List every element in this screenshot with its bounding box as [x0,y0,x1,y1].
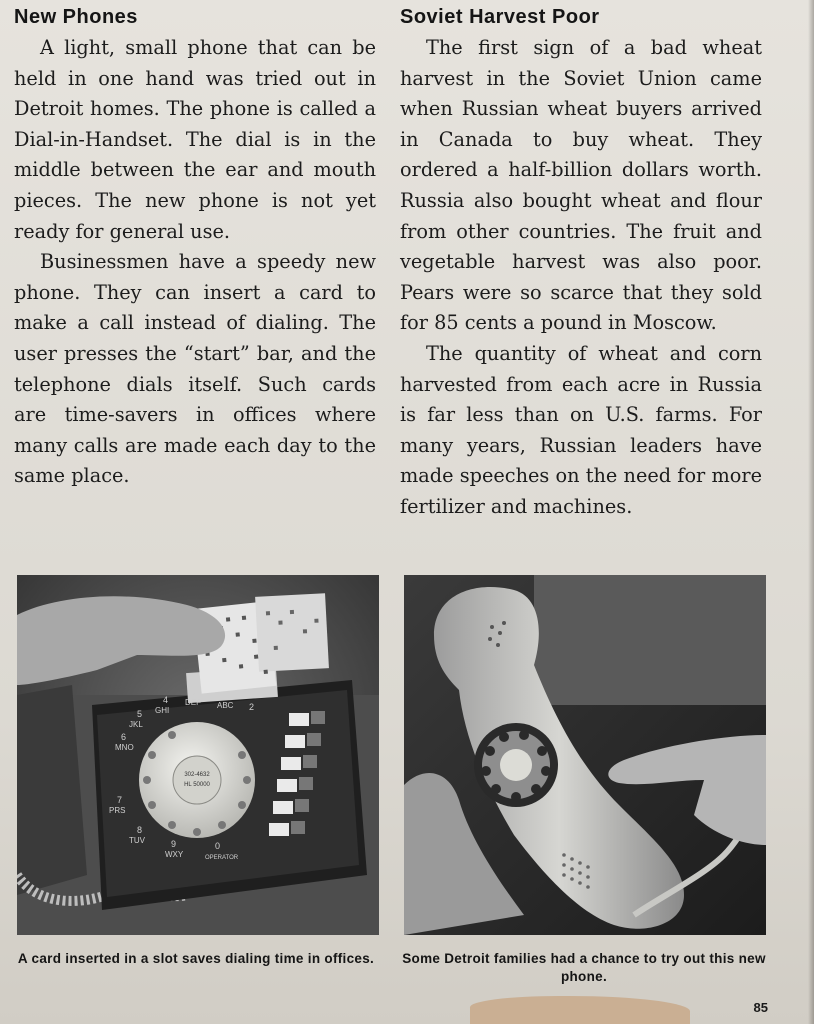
dial-digit-6: 6 [121,732,127,742]
dial-digit-9: 9 [171,839,177,849]
dial-letters-def: DEF [185,698,201,707]
dial-digit-3: 3 [193,687,199,697]
page-edge-shadow [808,0,814,1024]
dial-digit-5: 5 [137,709,143,719]
caption-dial-in-handset: Some Detroit families had a chance to try out this new phone. [402,951,766,984]
paragraph-2: Businessmen have a speedy new phone. They can insert a card to make a call instead of dialing. The user presses the “start” bar, and the telephone dials itself. Such cards are time-savers in offices where many calls are made each day to the same place. [14,250,376,488]
dial-letters-prs: PRS [109,806,126,815]
handset-illustration [404,575,766,935]
paragraph-1: A light, small phone that can be held in one hand was tried out in Detroit homes. The phone is called a Dial-in-Handset. The dial is in the middle between the ear and mouth pieces. The new phone is not yet ready for general use. [14,36,376,243]
dial-letters-tuv: TUV [129,836,145,845]
punch-card-2 [255,593,329,672]
article-body-soviet-harvest [400,33,762,523]
dial-digit-7: 7 [117,795,123,805]
dial-center-number: 302-4632 [184,772,210,778]
paragraph-2: The quantity of wheat and corn harvested from each acre in Russia is far less than on U.S. farms. For many years, Russian leaders have made speeches on the need for more fertilizer and machines. [400,341,762,518]
dial-center-label: HL 50000 [184,782,210,788]
paragraph-1: The first sign of a bad wheat harvest in the Soviet Union came when Russian wheat buyers arrived in Canada to buy wheat. They ordered a half-billion dollars worth. Russia also bought wheat and flour from other countries. The fruit and vegetable harvest was also poor. Pears were so scarce that they sold for 85 cents a pound in Moscow. [400,36,762,335]
dial-digit-8: 8 [137,825,143,835]
caption-card-dialer: A card inserted in a slot saves dialing time in offices. [17,951,375,966]
dial-letters-abc: ABC [217,701,234,710]
photo-dial-in-handset [404,575,766,935]
card-dialer-illustration [17,575,379,935]
dial-letters-wxy: WXY [165,850,184,859]
photo-card-dialer-phone [17,575,379,935]
dial-letters-jkl: JKL [129,720,143,729]
dial-letters-mno: MNO [115,743,134,752]
article-body-new-phones [14,33,376,492]
page-number: 85 [753,1000,768,1015]
dial-letters-operator: OPERATOR [205,855,239,861]
dial-digit-2: 2 [249,702,255,712]
dial-letters-ghi: GHI [155,706,170,715]
dial-digit-0: 0 [215,841,221,851]
headline-soviet-harvest: Soviet Harvest Poor [400,6,600,28]
headline-new-phones: New Phones [14,6,138,28]
torn-paper-edge [470,996,690,1024]
dial-digit-4: 4 [163,695,169,705]
